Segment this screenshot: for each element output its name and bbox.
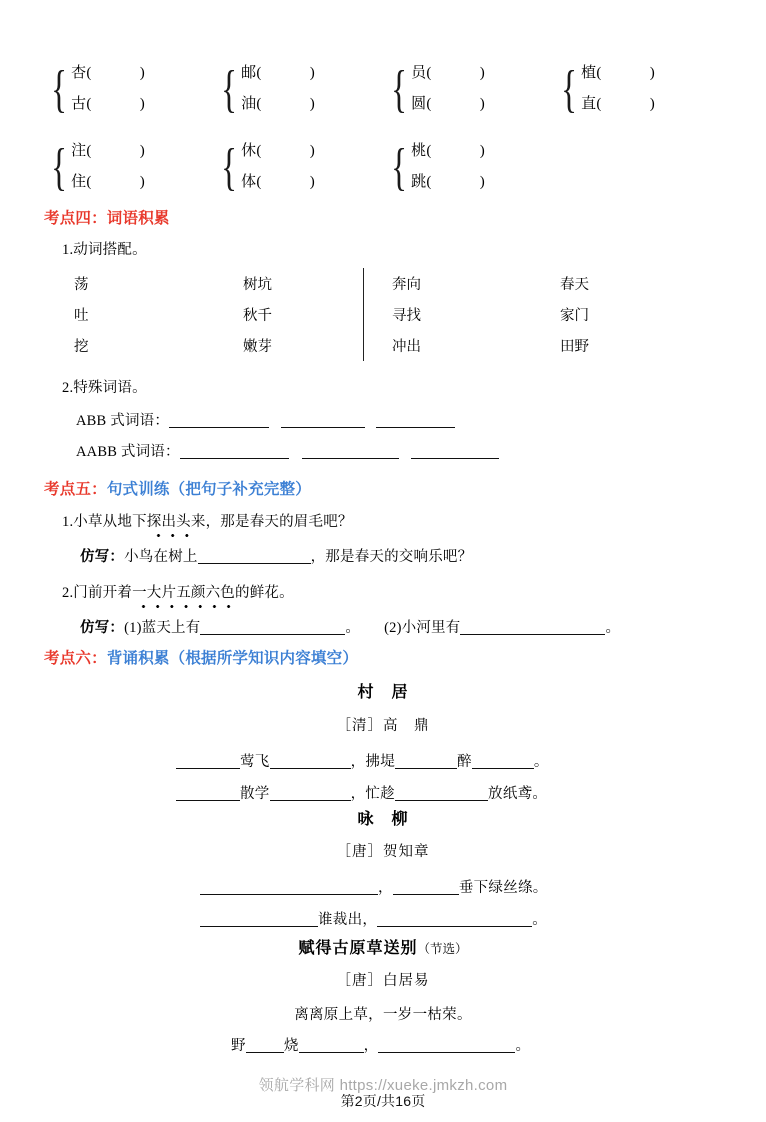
brace-item-bottom: [241, 167, 315, 198]
char-label: 注(: [71, 143, 92, 159]
brace-group: [558, 58, 728, 120]
brace-item-bottom: [411, 89, 485, 120]
paren-close: ): [139, 96, 145, 112]
brace-group: [48, 136, 218, 198]
heading-kaodian-5: [44, 477, 311, 499]
poem-yongliu-line-2: [200, 908, 547, 929]
sentence-2: [62, 581, 294, 602]
fude-blank-1[interactable]: [246, 1037, 284, 1053]
aabb-blank-2[interactable]: [302, 443, 399, 459]
heading-kaodian-6-suffix: 背诵积累（根据所学知识内容填空）: [106, 650, 359, 667]
brace-item-bottom: [411, 167, 485, 198]
yongliu-l2-text-1: 谁裁出，: [318, 912, 378, 928]
noun-left[interactable]: 树坑: [243, 277, 272, 293]
sentence-1-answer: [80, 545, 472, 566]
sentence-2-blank-2[interactable]: [460, 619, 605, 635]
subheading-special-words: 2.特殊词语。: [62, 380, 147, 396]
brace-items: [581, 58, 655, 120]
char-label: 员(: [411, 65, 432, 81]
cunju-l2-text-1: 散学: [240, 786, 270, 802]
fude-text-1: 野: [231, 1038, 246, 1054]
brace-item-bottom: [71, 89, 145, 120]
paren-close: ): [479, 96, 485, 112]
fude-blank-2[interactable]: [299, 1037, 364, 1053]
paren-close: ): [309, 174, 315, 190]
paren-close: ): [139, 174, 145, 190]
poem-author-yongliu: ［唐］贺知章: [336, 844, 430, 860]
brace-group: [48, 58, 218, 120]
paren-close: ): [309, 65, 315, 81]
brace-group: [218, 58, 388, 120]
brace-group: [388, 136, 558, 198]
brace-group: [218, 136, 388, 198]
sentence-1-blank[interactable]: [198, 548, 311, 564]
paren-close: ): [479, 65, 485, 81]
paren-close: ): [649, 96, 655, 112]
curly-brace-icon: {: [221, 137, 238, 195]
aabb-label: AABB 式词语：: [76, 444, 180, 460]
brace-item-top: [241, 136, 315, 167]
char-label: 跳(: [411, 174, 432, 190]
poem-title-fude-suffix: （节选）: [417, 942, 468, 956]
paren-close: ): [309, 143, 315, 159]
poem-fude-blank-line: [231, 1034, 530, 1055]
sentence-2-a1-pre: (1)蓝天上有: [124, 620, 201, 636]
fude-blank-3[interactable]: [378, 1037, 515, 1053]
yongliu-l2-blank-2[interactable]: [377, 911, 532, 927]
fude-text-3: ，: [363, 1038, 379, 1054]
verb-left[interactable]: 荡: [74, 277, 89, 293]
verb-left[interactable]: 吐: [74, 308, 89, 324]
brace-item-bottom: [71, 167, 145, 198]
char-label: 桃(: [411, 143, 432, 159]
brace-items: [411, 58, 485, 120]
sentence-2-blank-1[interactable]: [200, 619, 345, 635]
cunju-l1-text-1: 莺飞: [240, 754, 270, 770]
yongliu-l1-text-1: ，: [378, 880, 393, 896]
table-row: [48, 299, 720, 330]
noun-left[interactable]: 秋千: [243, 308, 272, 324]
brace-item-top: [71, 58, 145, 89]
poem-title-yongliu: 咏 柳: [357, 811, 409, 828]
item-number: 2.: [62, 585, 74, 601]
sentence-2-answer: [80, 616, 620, 637]
paren-close: ): [479, 143, 485, 159]
sentence-1-after: 来，那是春天的眉毛吧？: [190, 514, 353, 530]
brace-item-bottom: [581, 89, 655, 120]
brace-item-top: [71, 136, 145, 167]
noun-right[interactable]: 家门: [560, 308, 589, 324]
brace-items: [71, 136, 145, 198]
sentence-2-a2-post: 。: [605, 620, 621, 636]
cunju-l1-text-2: ，拂堤: [350, 754, 396, 770]
char-label: 古(: [71, 96, 92, 112]
curly-brace-icon: {: [391, 59, 408, 117]
char-label: 杏(: [71, 65, 92, 81]
curly-brace-icon: {: [561, 59, 578, 117]
brace-item-top: [411, 58, 485, 89]
paren-close: ): [139, 65, 145, 81]
char-label: 住(: [71, 174, 92, 190]
abb-blank-1[interactable]: [169, 412, 269, 428]
poem-author-cunju: ［清］高 鼎: [336, 718, 430, 734]
heading-kaodian-6: [44, 646, 358, 668]
aabb-row: [76, 440, 499, 461]
poem-cunju-line-1: [176, 750, 549, 771]
watermark: 领航学科网 https://xueke.jmkzh.com: [258, 1077, 508, 1094]
verb-right[interactable]: 寻找: [392, 308, 421, 324]
noun-left[interactable]: 嫩芽: [243, 339, 272, 355]
sentence-1-emphasis: 探出头: [146, 514, 191, 530]
noun-right[interactable]: 春天: [560, 277, 589, 293]
heading-kaodian-6-prefix: 考点六：: [44, 650, 107, 667]
cunju-l2-text-3: 放纸鸢。: [488, 786, 548, 802]
abb-blank-2[interactable]: [281, 412, 365, 428]
sentence-1-answer-pre: 小鸟在树上: [124, 549, 198, 565]
poem-cunju-line-2: [176, 782, 547, 803]
aabb-blank-1[interactable]: [180, 443, 289, 459]
paren-close: ): [139, 143, 145, 159]
sentence-2-after: 的鲜花。: [235, 585, 294, 601]
brace-row: [48, 58, 728, 120]
cunju-l1-text-4: 。: [533, 754, 549, 770]
poem-fude-known-line: 离离原上草，一岁一枯荣。: [294, 1007, 472, 1023]
abb-row: [76, 409, 455, 430]
cunju-l1-text-3: 醉: [457, 754, 472, 770]
poem-title-cunju: 村 居: [357, 684, 409, 701]
cunju-l2-blank-1[interactable]: [176, 785, 240, 801]
brace-items: [241, 58, 315, 120]
page-number: 第2页/共16页: [340, 1093, 426, 1109]
char-label: 体(: [241, 174, 262, 190]
char-label: 油(: [241, 96, 262, 112]
abb-blank-3[interactable]: [376, 412, 455, 428]
cunju-l2-blank-2[interactable]: [270, 785, 351, 801]
paren-close: ): [479, 174, 485, 190]
verb-match-table: [48, 268, 720, 361]
fangxie-label: 仿写：: [80, 620, 125, 636]
char-label: 邮(: [241, 65, 262, 81]
noun-right[interactable]: 田野: [560, 339, 589, 355]
cunju-l2-text-2: ，忙趁: [350, 786, 396, 802]
cunju-l1-blank-3[interactable]: [395, 753, 457, 769]
brace-items: [241, 136, 315, 198]
brace-item-top: [241, 58, 315, 89]
sentence-1-answer-post: ，那是春天的交响乐吧？: [310, 549, 473, 565]
curly-brace-icon: {: [221, 59, 238, 117]
aabb-blank-3[interactable]: [411, 443, 499, 459]
sentence-1-before: 小草从地下: [73, 514, 147, 530]
cunju-l1-blank-4[interactable]: [472, 753, 534, 769]
heading-kaodian-5-suffix: 句式训练（把句子补充完整）: [106, 481, 311, 498]
sentence-2-a2-pre: (2)小河里有: [384, 620, 461, 636]
fude-text-2: 烧: [283, 1038, 299, 1054]
brace-item-top: [581, 58, 655, 89]
poem-yongliu-line-1: [200, 876, 548, 897]
yongliu-l2-blank-1[interactable]: [200, 911, 318, 927]
abb-label: ABB 式词语：: [76, 413, 170, 429]
verb-right[interactable]: 冲出: [392, 339, 421, 355]
char-label: 植(: [581, 65, 602, 81]
verb-right[interactable]: 奔向: [392, 277, 421, 293]
curly-brace-icon: {: [51, 59, 68, 117]
fude-text-4: 。: [515, 1038, 531, 1054]
sentence-2-a1-post: 。: [345, 620, 361, 636]
paren-close: ): [649, 65, 655, 81]
brace-items: [71, 58, 145, 120]
poem-author-fude: ［唐］白居易: [336, 973, 430, 989]
subheading-verb-match: 1.动词搭配。: [62, 242, 147, 258]
brace-row: [48, 136, 728, 198]
cunju-l1-blank-2[interactable]: [270, 753, 351, 769]
poem-title-fude-main: 赋得古原草送别: [298, 940, 418, 957]
brace-item-bottom: [241, 89, 315, 120]
curly-brace-icon: {: [391, 137, 408, 195]
sentence-1: [62, 510, 353, 531]
fangxie-label: 仿写：: [80, 549, 125, 565]
cunju-l1-blank-1[interactable]: [176, 753, 240, 769]
heading-kaodian-4: 考点四：词语积累: [44, 210, 170, 227]
yongliu-l1-text-2: 垂下绿丝绦。: [458, 880, 548, 896]
table-row: [48, 330, 720, 361]
table-row: [48, 268, 720, 299]
brace-group: [388, 58, 558, 120]
sentence-2-before: 门前开着: [73, 585, 133, 601]
brace-items: [411, 136, 485, 198]
char-label: 休(: [241, 143, 262, 159]
brace-item-top: [411, 136, 485, 167]
yongliu-l1-blank-1[interactable]: [200, 879, 378, 895]
curly-brace-icon: {: [51, 137, 68, 195]
char-label: 圆(: [411, 96, 432, 112]
paren-close: ): [309, 96, 315, 112]
brace-exercise-section: [48, 58, 728, 214]
yongliu-l2-text-2: 。: [532, 912, 548, 928]
char-label: 直(: [581, 96, 602, 112]
cunju-l2-blank-3[interactable]: [395, 785, 488, 801]
verb-left[interactable]: 挖: [74, 339, 89, 355]
item-number: 1.: [62, 514, 74, 530]
yongliu-l1-blank-2[interactable]: [393, 879, 459, 895]
sentence-2-emphasis: 一大片五颜六色: [132, 585, 235, 601]
poem-title-fude: [0, 935, 766, 958]
heading-kaodian-5-prefix: 考点五：: [44, 481, 107, 498]
